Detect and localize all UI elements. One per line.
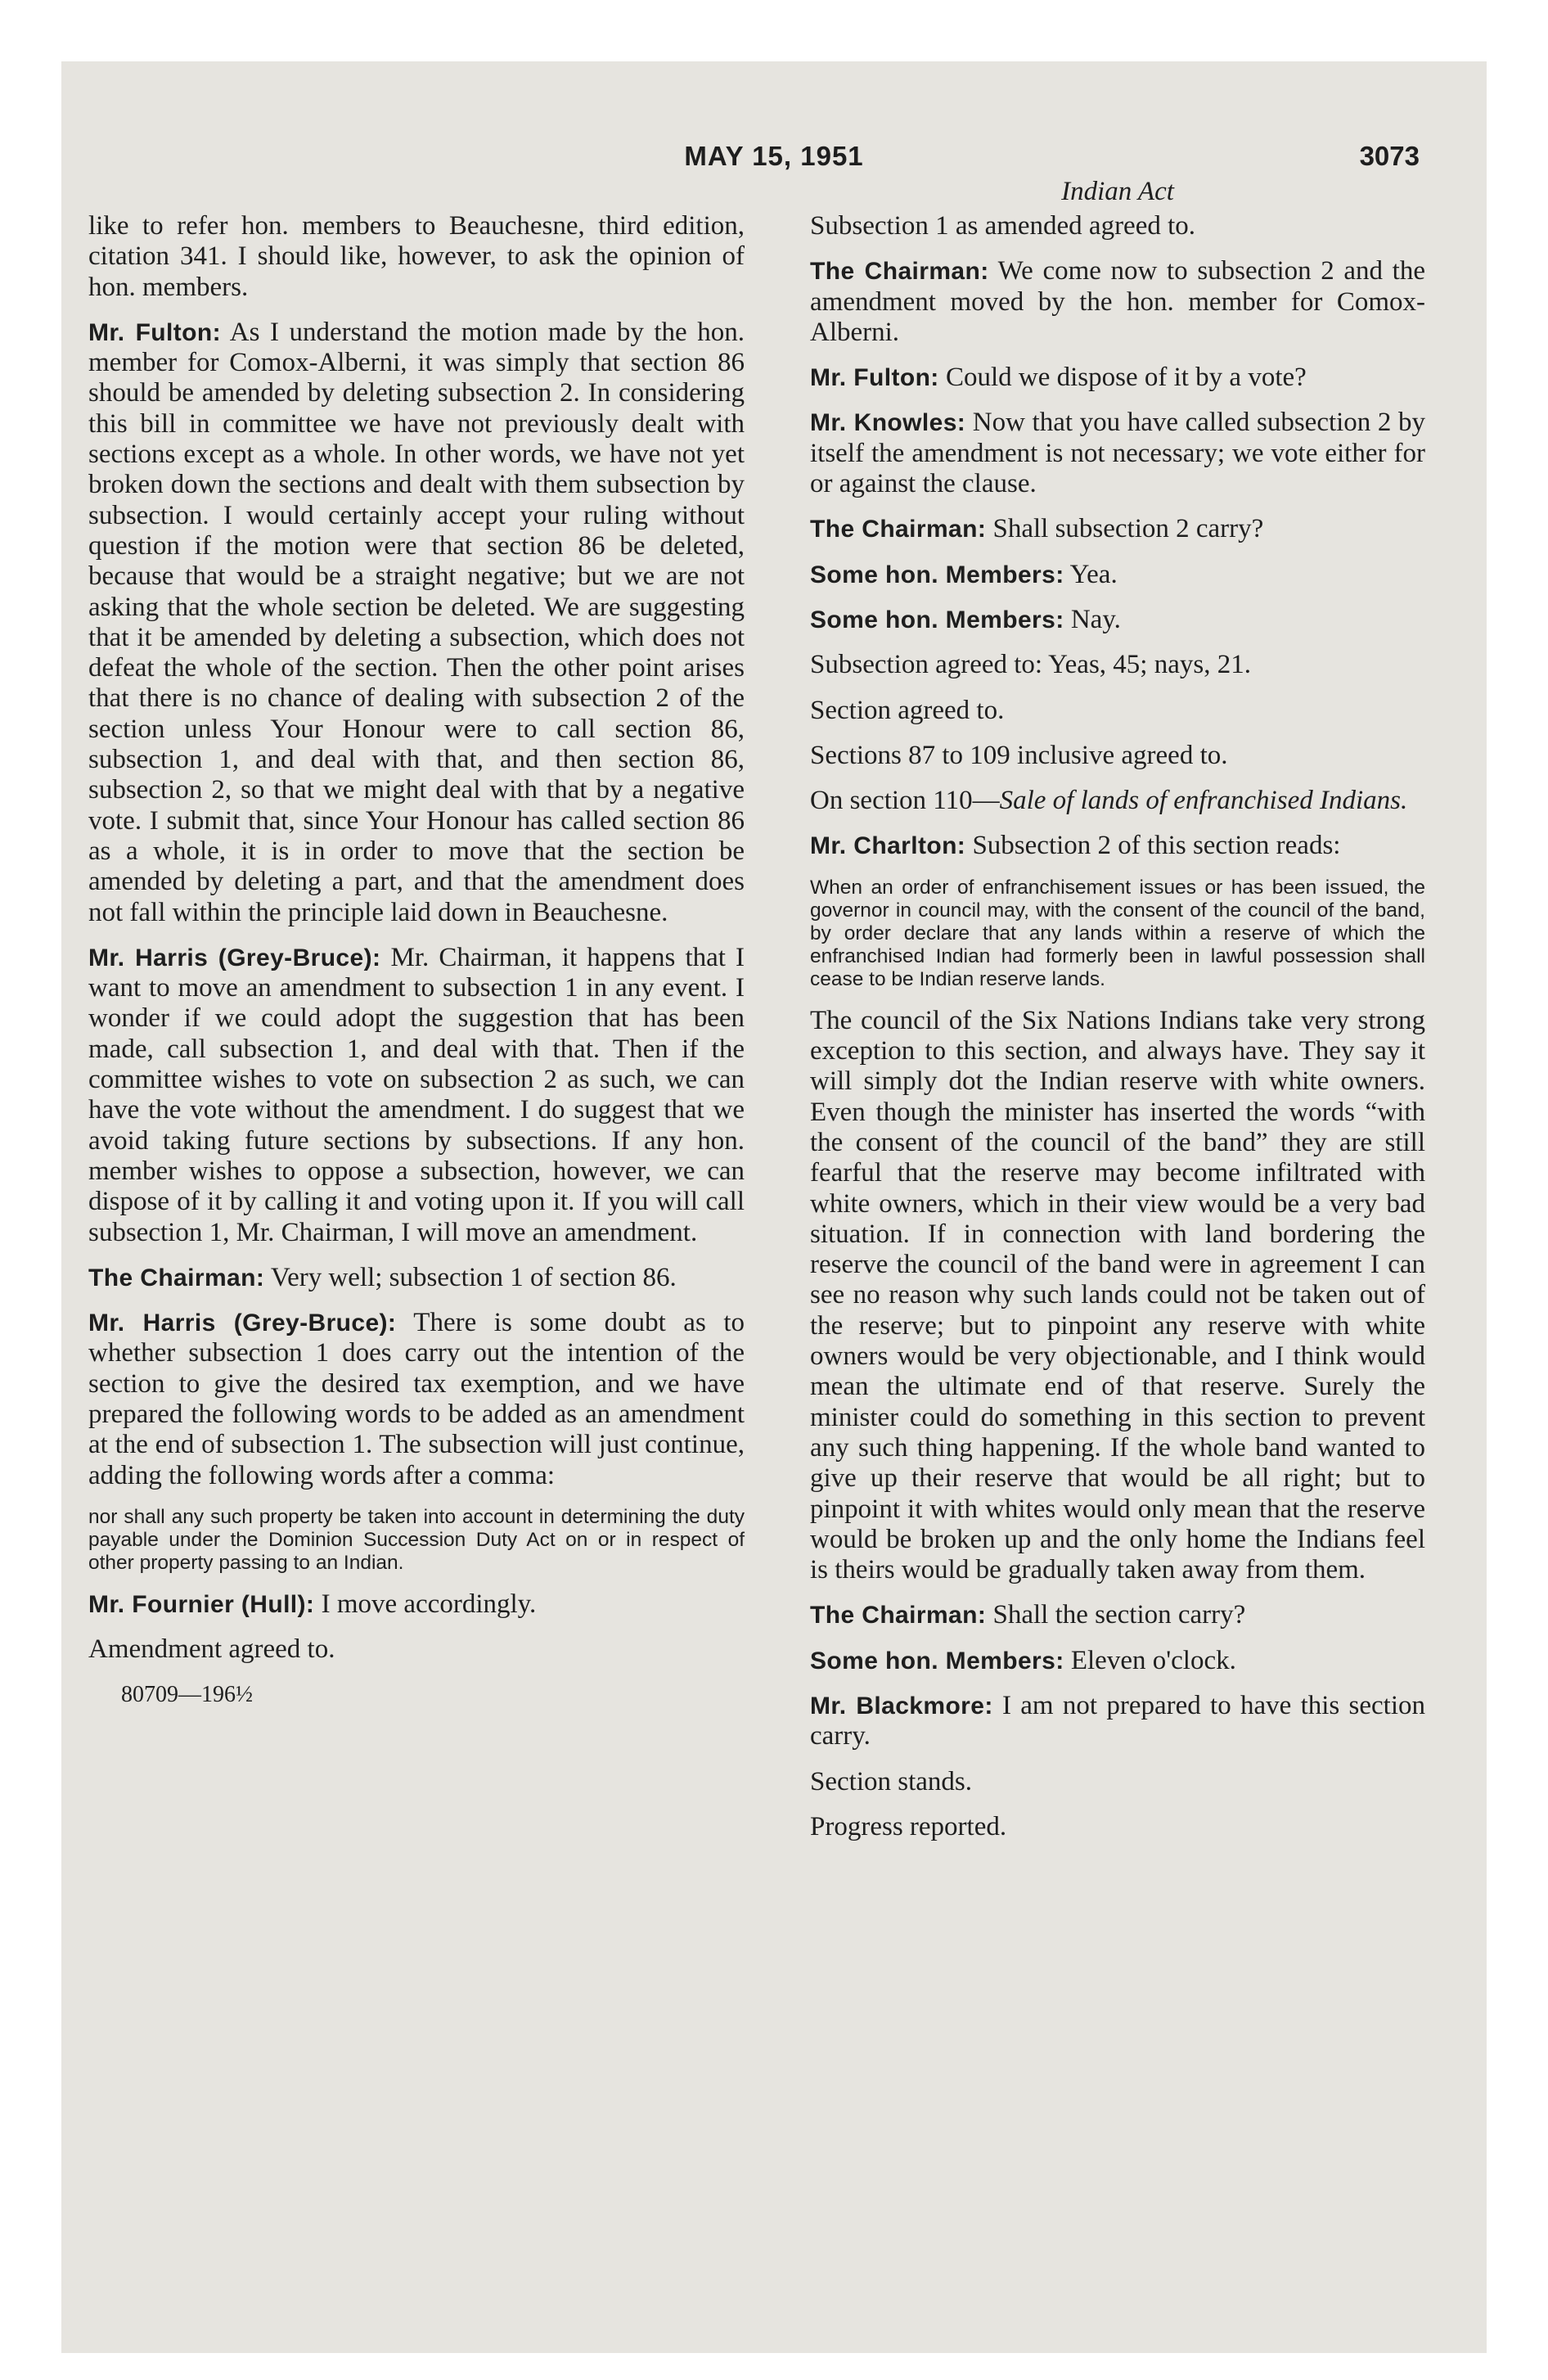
paragraph — [810, 514, 1425, 544]
speaker-name: The Chairman: — [810, 1602, 987, 1629]
speaker-name: Mr. Charlton: — [810, 832, 966, 860]
paragraph-text: Section stands. — [810, 1766, 972, 1796]
paragraph-text: Section agreed to. — [810, 695, 1005, 725]
speaker-name: The Chairman: — [810, 516, 987, 543]
paragraph-text: Mr. Chairman, it happens that I want to move an amendment to subsection 1 in any event. I wonder if we could adopt the suggestion that has been made, call subsection 1, and deal with that. Then if the committee wishes to vote on subsection 2 as such, we can have the vote without the amendment. I do suggest that we avoid taking future sections by subsections. If any hon. member wishes to oppose a subsection, however, we can dispose of it by calling it and voting upon it. If you will call subsection 1, Mr. Chairman, I will move an amendment. — [88, 942, 745, 1247]
paragraph-text: Eleven o'clock. — [1070, 1645, 1236, 1675]
paragraph-text: There is some doubt as to whether subsection 1 does carry out the intention of the section to give the desired tax exemption, and we have prepared the following words to be added as an amendment at the end of subsection 1. The subsection will just continue, adding the following words after a comma: — [88, 1308, 745, 1490]
speaker-name: Some hon. Members: — [810, 561, 1064, 588]
paragraph — [88, 318, 745, 928]
paragraph-text: Nay. — [1070, 604, 1121, 634]
paragraph-text: On section 110— — [810, 786, 1000, 816]
speaker-name: Mr. Blackmore: — [810, 1692, 993, 1720]
paragraph — [810, 786, 1425, 816]
paragraph — [810, 1812, 1425, 1842]
block-quote: nor shall any such property be taken into account in determining the duty payable under the Dominion Succession Duty Act on or in respect of other property passing to an Indian. — [88, 1505, 745, 1574]
paragraph — [810, 408, 1425, 499]
paragraph-text: The council of the Six Nations Indians take very strong exception to this section, and always have. They say it will simply dot the Indian reserve with white owners. Even though the minister has inserted the words “with the consent of the council of the band” they are still fearful that the reserve may become infiltrated with white owners, which in their view would be a very bad situation. If in connection with land bordering the reserve the council of the band were in agreement I can see no reason why such lands could not be taken out of the reserve; but to pinpoint any reserve with white owners would be very objectionable, and I think would mean the ultimate end of that reserve. Surely the minister could do something in this section to prevent any such thing happening. If the whole band wanted to give up their reserve that would be all right; but to pinpoint it with whites would only mean that the reserve would be broken up and the only home the Indians feel is theirs would be gradually taken away from them. — [810, 1005, 1425, 1585]
paragraph — [810, 1600, 1425, 1630]
printer-code: 80709—196½ — [121, 1682, 253, 1708]
paragraph-text: We come now to subsection 2 and the amendment moved by the hon. member for Comox-Alberni. — [810, 256, 1425, 347]
paragraph — [810, 560, 1425, 590]
paragraph — [88, 1589, 745, 1620]
paragraph-text: I am not prepared to have this section carry. — [810, 1690, 1426, 1751]
paragraph — [810, 256, 1425, 348]
page-date: MAY 15, 1951 — [684, 141, 864, 171]
paragraph-text: Subsection agreed to: Yeas, 45; nays, 21. — [810, 650, 1251, 680]
paragraph — [810, 363, 1425, 393]
running-section-title: Indian Act — [1061, 177, 1174, 206]
paragraph — [810, 696, 1425, 726]
paragraph-text: I move accordingly. — [321, 1589, 537, 1619]
paragraph-text: Shall the section carry? — [992, 1600, 1246, 1630]
left-column — [88, 211, 745, 1711]
paragraph — [810, 1006, 1425, 1586]
page-number: 3073 — [1359, 141, 1420, 171]
speaker-name: Mr. Fournier (Hull): — [88, 1590, 315, 1618]
speaker-name: The Chairman: — [810, 258, 989, 286]
paragraph-text: Progress reported. — [810, 1811, 1007, 1841]
paragraph — [810, 650, 1425, 680]
paragraph-text: Very well; subsection 1 of section 86. — [270, 1262, 677, 1292]
paragraph — [810, 211, 1425, 241]
speaker-name: Some hon. Members: — [810, 606, 1064, 633]
paragraph-text: Sections 87 to 109 inclusive agreed to. — [810, 740, 1228, 770]
paragraph-text: Now that you have called subsection 2 by itself the amendment is not necessary; we vote either for or against the clause. — [810, 408, 1425, 499]
paragraph — [88, 1308, 745, 1491]
speaker-name: Mr. Fulton: — [88, 318, 222, 346]
paragraph — [88, 1263, 745, 1293]
speaker-name: Mr. Harris (Grey-Bruce): — [88, 1309, 397, 1337]
right-column — [810, 211, 1425, 1857]
paragraph — [810, 605, 1425, 635]
speaker-name: Mr. Harris (Grey-Bruce): — [88, 944, 381, 971]
paragraph — [810, 1691, 1425, 1752]
paragraph-text: Shall subsection 2 carry? — [992, 514, 1264, 544]
block-quote: When an order of enfranchisement issues or has been issued, the governor in council may, with the consent of the council of the band, by order declare that any lands within a reserve of which the enfranchised Indian had formerly been in lawful possession shall cease to be Indian reserve lands. — [810, 876, 1425, 990]
paragraph-text: Subsection 2 of this section reads: — [972, 831, 1341, 861]
paragraph — [810, 831, 1425, 861]
paragraph — [88, 943, 745, 1248]
paragraph — [810, 1646, 1425, 1676]
paragraph — [88, 211, 745, 303]
speaker-name: Mr. Knowles: — [810, 409, 966, 437]
speaker-name: Some hon. Members: — [810, 1647, 1064, 1675]
paragraph-text: like to refer hon. members to Beauchesne, third edition, citation 341. I should like, however, to ask the opinion of hon. members. — [88, 211, 745, 302]
paragraph-text: Subsection 1 as amended agreed to. — [810, 211, 1196, 241]
section-heading-italic: Sale of lands of enfranchised Indians. — [999, 786, 1408, 816]
paragraph — [88, 1634, 745, 1665]
paragraph-text: Could we dispose of it by a vote? — [945, 363, 1307, 393]
speaker-name: The Chairman: — [88, 1264, 265, 1291]
paragraph-text: As I understand the motion made by the hon. member for Comox-Alberni, it was simply that section 86 should be amended by deleting subsection 2. In considering this bill in committee we have not previously dealt with sections except as a whole. In other words, we have not yet broken down the sections and dealt with them subsection by subsection. I would certainly accept your ruling without question if the motion were that section 86 be deleted, because that would be a straight negative; but we are not asking that the whole section be deleted. We are suggesting that it be amended by deleting a subsection, which does not defeat the whole of the section. Then the other point arises that there is no chance of dealing with subsection 2 of the section unless Your Honour were to call section 86, subsection 1, and deal with that, and then section 86, subsection 2, so that we might deal with that by a negative vote. I submit that, since Your Honour has called section 86 as a whole, it is in order to move that the section be amended by deleting a part, and that the amendment does not fall within the principle laid down in Beauchesne. — [88, 317, 745, 927]
speaker-name: Mr. Fulton: — [810, 364, 939, 392]
paragraph — [810, 1767, 1425, 1797]
paragraph-text: Amendment agreed to. — [88, 1634, 335, 1665]
paragraph-text: Yea. — [1069, 559, 1118, 589]
paragraph — [810, 741, 1425, 771]
